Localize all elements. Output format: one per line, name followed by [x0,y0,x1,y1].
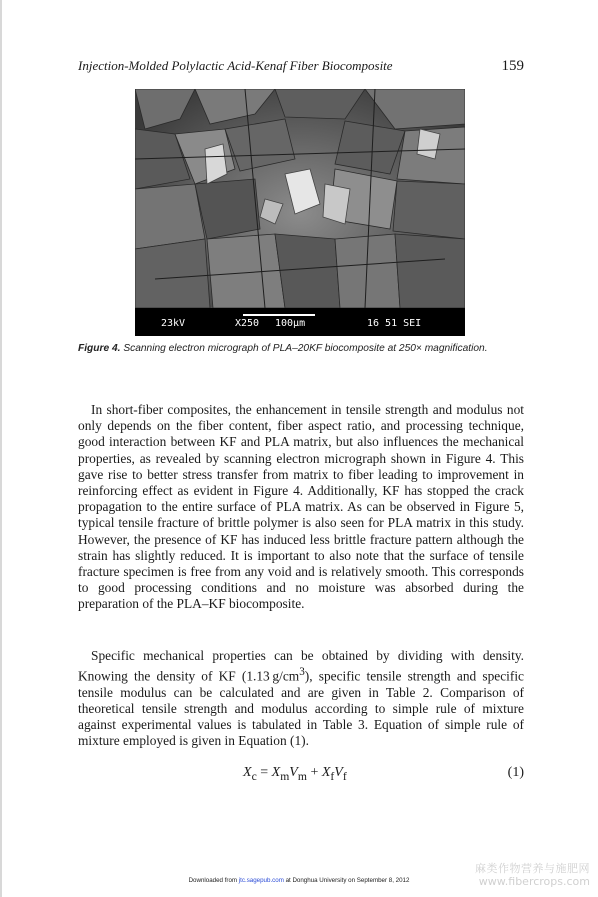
sem-info-bar [135,308,465,336]
sem-voltage: 23kV [161,318,186,329]
eq-t2: V [289,765,298,780]
paragraph-2-sup: 3 [299,666,305,679]
paragraph-2-start: Specific mechanical properties can be obtained by dividing with density. Knowing the density of KF (1.13 g/cm [78,648,524,684]
equation-math [243,765,347,783]
watermark-line-1: 麻类作物营养与施肥网 [475,862,590,875]
site-watermark [475,862,590,888]
footer-prefix: Downloaded from [188,877,239,884]
sem-micrograph [135,89,465,336]
eq-lhs-sub: c [251,769,257,783]
eq-lhs: X [243,765,252,780]
page-edge [0,0,2,897]
paragraph-1 [78,402,524,613]
sem-magnification: X250 [235,318,260,329]
sem-session: 16 51 SEI [367,318,422,329]
sem-scale: 100µm [275,318,306,329]
eq-t1: X [271,765,281,780]
paragraph-2 [78,648,524,750]
eq-t3-sub: f [330,769,335,783]
equation-1 [78,765,524,785]
eq-t4: V [334,765,343,780]
footer-suffix: at Donghua University on September 8, 2012 [283,877,410,884]
paragraph-2-text [78,648,524,750]
equation-number: (1) [507,765,524,780]
running-head [78,58,524,78]
paragraph-2-end: ), specific tensile strength and specific tensile modulus can be calculated and are given in Table 2. Comparison of theoretical tensile strength and modulus according to simple rule of mixture against experimental values is tabulated in Table 3. Equation of simple rule of mixture employed is given in Equation (1). [78,668,524,749]
sem-image [135,89,465,336]
footer-link[interactable]: jtc.sagepub.com [238,877,284,884]
figure-caption [78,343,548,354]
eq-t2-sub: m [297,769,307,783]
eq-t3: X [321,765,331,780]
page-number: 159 [501,58,524,74]
running-head-title: Injection-Molded Polylactic Acid-Kenaf Fiber Biocomposite [78,58,393,73]
caption-text: Scanning electron micrograph of PLA–20KF biocomposite at 250× magnification. [123,343,488,354]
eq-plus: + [306,765,322,780]
watermark-line-2: www.fibercrops.com [478,875,590,888]
eq-t1-sub: m [280,769,290,783]
eq-equals: = [256,765,272,780]
eq-t4-sub: f [342,769,347,783]
scale-bar [243,314,315,316]
paragraph-1-text: In short-fiber composites, the enhancement in tensile strength and modulus not only depends on the fiber content, fiber aspect ratio, and processing technique, good interaction between KF and PLA matrix, but also influences the mechanical properties, as revealed by scanning electron micrograph shown in Figure 4. This gave rise to better stress transfer from matrix to fiber leading to improvement in reinforcing effect as evident in Figure 4. Additionally, KF has stopped the crack propagation to the entire surface of PLA matrix. As can be observed in Figure 5, typical tensile fracture of brittle polymer is also seen for PLA matrix in this study. However, the presence of KF has induced less brittle fracture pattern although the strain has slightly reduced. It is important to also note that the surface of tensile fracture specimen is free from any void and is relatively smooth. This corresponds to good processing conditions and no moisture was absorbed during the preparation of the PLA–KF biocomposite. [78,402,524,612]
caption-label: Figure 4. [78,343,121,354]
